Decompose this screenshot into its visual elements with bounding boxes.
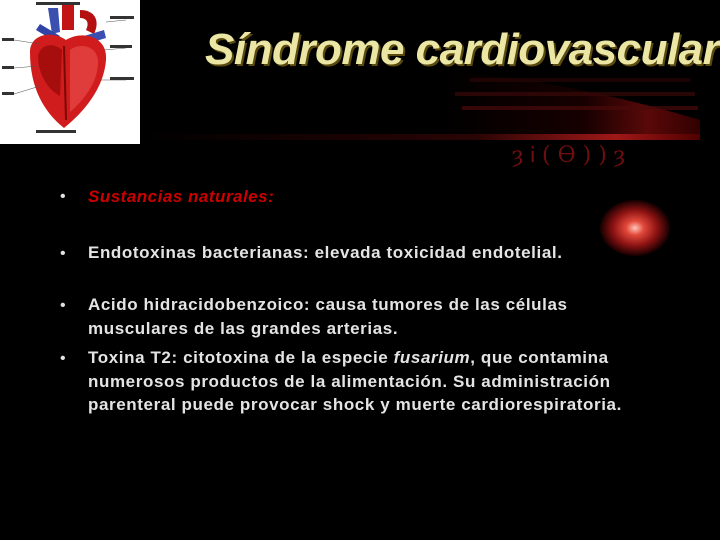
bullet-text: Endotoxinas bacterianas: elevada toxicidad endotelial.	[88, 243, 563, 262]
heart-diagram-image	[0, 0, 140, 144]
bullet-text: Acido hidracidobenzoico: causa tumores de las células musculares de las grandes arterias.	[88, 295, 568, 338]
bullet-dot: •	[60, 245, 66, 262]
bullet-heading	[60, 184, 274, 210]
bullet-text-after: , que contamina numerosos productos de la alimentación. Su administración parenteral puede provocar shock y muerte cardiorespiratoria.	[88, 348, 622, 414]
section-heading: Sustancias naturales:	[88, 187, 275, 206]
bullet-text-before: Toxina T2: citotoxina de la especie	[88, 348, 394, 367]
bullet-dot: •	[60, 297, 66, 314]
species-name: fusarium	[393, 348, 471, 367]
bullet-dot: •	[60, 350, 66, 367]
svg-text:ȝ Ꭵ ( Ɵ ) ) ȝ: ȝ Ꭵ ( Ɵ ) ) ȝ	[512, 143, 626, 168]
slide-title: Síndrome cardiovascular	[205, 25, 720, 74]
bullet-item	[60, 346, 658, 417]
bullet-text	[88, 346, 658, 417]
bullet-item	[60, 293, 658, 340]
bullet-dot: •	[60, 188, 66, 205]
bullet-item	[60, 241, 658, 267]
